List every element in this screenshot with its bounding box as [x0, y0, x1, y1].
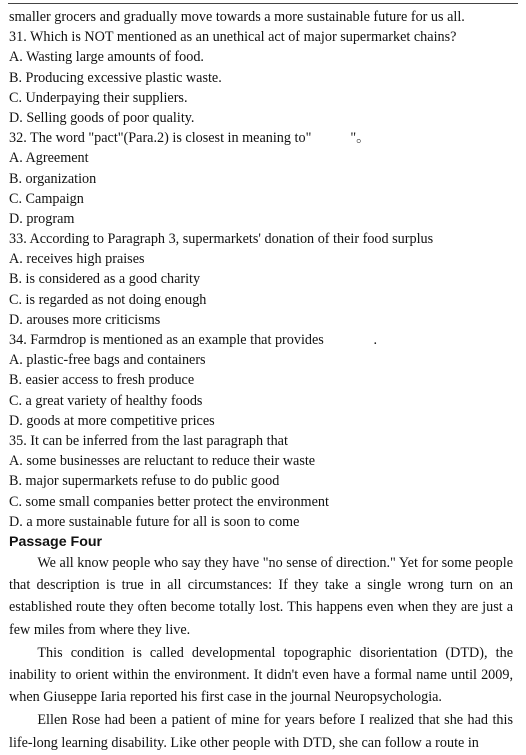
- question-34: [9, 330, 513, 431]
- passage-title: Passage Four: [9, 533, 103, 550]
- option-d: D. goods at more competitive prices: [9, 412, 215, 429]
- option-c: C. a great variety of healthy foods: [9, 392, 203, 409]
- option-b: B. easier access to fresh produce: [9, 372, 195, 389]
- option-a: A. plastic-free bags and containers: [9, 352, 206, 369]
- passage-paragraph: This condition is called developmental topographic disorientation (DTD), the inability to orient within the environment. It didn't even have a formal name until 2009, when Giuseppe Iaria reported his first case in the journal Neuropsychologia.: [9, 644, 513, 706]
- question-31: [9, 27, 513, 128]
- option-a: A. Wasting large amounts of food.: [9, 49, 204, 66]
- continued-text-line: smaller grocers and gradually move towards a more sustainable future for us all.: [9, 9, 465, 25]
- passage-paragraph: Ellen Rose had been a patient of mine for years before I realized that she had this life-long learning disability. Like other people with DTD, she can follow a route in: [9, 712, 513, 751]
- option-d: D. a more sustainable future for all is soon to come: [9, 513, 300, 530]
- option-c: C. is regarded as not doing enough: [9, 291, 207, 308]
- option-c: C. some small companies better protect the environment: [9, 493, 329, 510]
- option-d: D. program: [9, 210, 75, 227]
- question-stem: 35. It can be inferred from the last paragraph that: [9, 432, 288, 449]
- document-content: [9, 7, 513, 754]
- question-33: [9, 229, 513, 330]
- option-a: A. receives high praises: [9, 251, 145, 268]
- option-d: D. Selling goods of poor quality.: [9, 109, 195, 126]
- passage-body: [9, 552, 513, 754]
- question-stem: 31. Which is NOT mentioned as an unethical act of major supermarket chains?: [9, 29, 457, 46]
- option-b: B. major supermarkets refuse to do public good: [9, 473, 280, 490]
- option-b: B. organization: [9, 170, 97, 187]
- question-stem: 34. Farmdrop is mentioned as an example that provides .: [9, 332, 378, 348]
- option-b: B. Producing excessive plastic waste.: [9, 69, 222, 86]
- option-c: C. Underpaying their suppliers.: [9, 89, 188, 106]
- question-stem: 33. According to Paragraph 3, supermarkets' donation of their food surplus: [9, 231, 434, 248]
- question-stem: 32. The word "pact"(Para.2) is closest in meaning to" "。: [9, 130, 371, 147]
- option-a: A. some businesses are reluctant to reduce their waste: [9, 453, 316, 470]
- top-divider: [8, 3, 518, 4]
- option-d: D. arouses more criticisms: [9, 311, 161, 328]
- passage-paragraph: We all know people who say they have "no sense of direction." Yet for some people that description is true in all circumstances: If they take a single wrong turn on an established route they often become totally lost. This happens even when they are just a few miles from where they live.: [9, 555, 513, 638]
- option-a: A. Agreement: [9, 150, 89, 167]
- option-b: B. is considered as a good charity: [9, 271, 201, 288]
- option-c: C. Campaign: [9, 190, 84, 207]
- question-35: [9, 431, 513, 532]
- question-32: [9, 128, 513, 229]
